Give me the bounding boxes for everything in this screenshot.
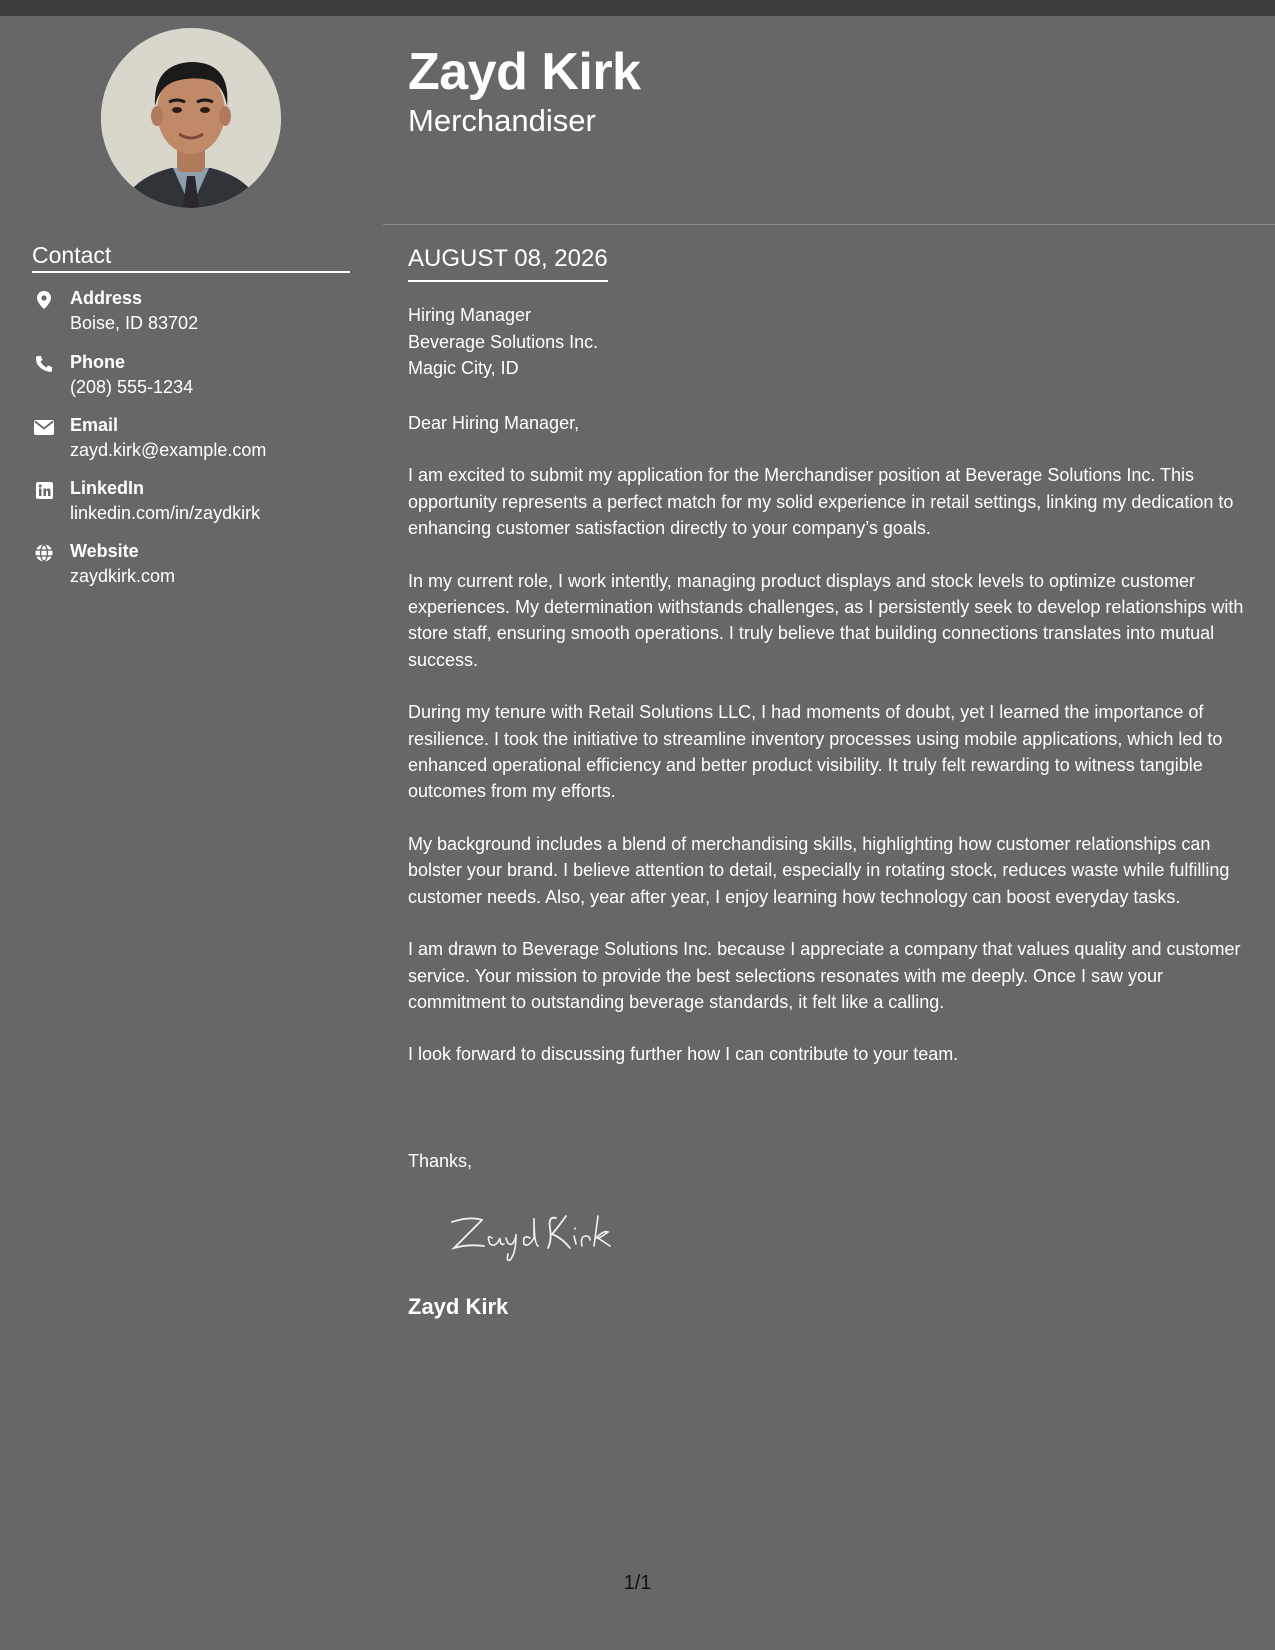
letter-date: AUGUST 08, 2026	[408, 244, 608, 282]
profile-photo	[101, 28, 281, 208]
signer-name: Zayd Kirk	[408, 1294, 509, 1319]
page-number: 1/1	[623, 1572, 652, 1594]
salutation: Dear Hiring Manager,	[408, 413, 580, 433]
recipient-line: Magic City, ID	[408, 358, 519, 378]
contact-label: Email	[70, 415, 119, 435]
contact-heading: Contact	[32, 241, 350, 273]
recipient-block	[408, 302, 598, 382]
envelope-icon	[34, 417, 54, 437]
linkedin-icon	[34, 480, 54, 500]
contact-label: LinkedIn	[70, 478, 145, 498]
contact-value: (208) 555-1234	[70, 377, 194, 397]
contact-label: Address	[70, 288, 143, 308]
letter-body	[408, 410, 1248, 1094]
handwritten-signature	[444, 1204, 644, 1264]
contact-value: Boise, ID 83702	[70, 313, 199, 333]
closing: Thanks,	[408, 1151, 473, 1171]
letter-paragraph: I am drawn to Beverage Solutions Inc. because I appreciate a company that values quality and customer service. Your mission to provide the best selections resonates with me deeply. Once I saw your commitment to outstanding beverage standards, it felt like a calling.	[408, 939, 1241, 1012]
letter-paragraph: I am excited to submit my application for the Merchandiser position at Beverage Solutions Inc. This opportunity represents a perfect match for my solid experience in retail settings, linking my dedication to enhancing customer satisfaction directly to your company’s goals.	[408, 465, 1234, 539]
applicant-name: Zayd Kirk	[408, 43, 641, 101]
top-bar	[0, 0, 1275, 16]
letter-paragraph: During my tenure with Retail Solutions LLC, I had moments of doubt, yet I learned the importance of resilience. I took the initiative to streamline inventory processes using mobile applications, which led to enhanced operational efficiency and better product visibility. It truly felt rewarding to witness tangible outcomes from my efforts.	[408, 702, 1223, 802]
globe-icon	[34, 543, 54, 563]
header-divider	[383, 224, 1275, 225]
contact-value: linkedin.com/in/zaydkirk	[70, 503, 261, 523]
letter-paragraph: I look forward to discussing further how I can contribute to your team.	[408, 1044, 959, 1065]
letter-paragraph: My background includes a blend of merchandising skills, highlighting how customer relationships can bolster your brand. I believe attention to detail, especially in rotating stock, reduces waste while fulfilling customer needs. Also, year after year, I enjoy learning how technology can boost everyday tasks.	[408, 833, 1230, 907]
contact-value: zayd.kirk@example.com	[70, 440, 267, 460]
contact-label: Phone	[70, 352, 126, 372]
contact-label: Website	[70, 541, 139, 561]
contact-value: zaydkirk.com	[70, 566, 176, 586]
applicant-role: Merchandiser	[408, 103, 596, 138]
map-pin-icon	[34, 290, 54, 310]
recipient-line: Hiring Manager	[408, 305, 532, 325]
recipient-line: Beverage Solutions Inc.	[408, 331, 599, 352]
letter-paragraph: In my current role, I work intently, managing product displays and stock levels to optimize customer experiences. My determination withstands challenges, as I persistently seek to develop relationships with store staff, ensuring smooth operations. I truly believe that building connections translates into mutual success.	[408, 570, 1244, 670]
phone-icon	[34, 354, 54, 374]
